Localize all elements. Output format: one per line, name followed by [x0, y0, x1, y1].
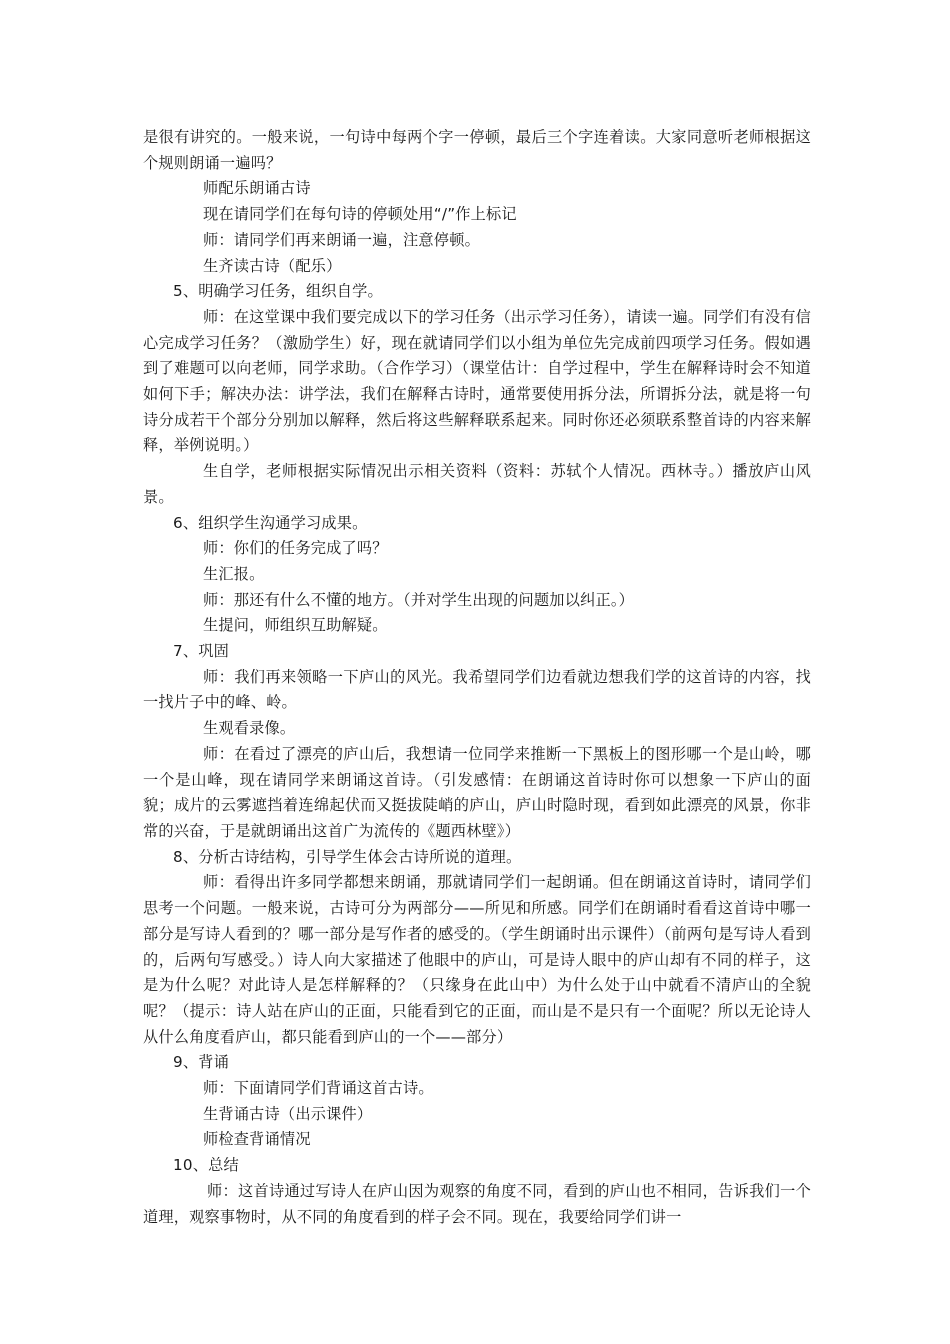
paragraph-11: 生汇报。 — [203, 564, 265, 583]
paragraph-15: 师：我们再来领略一下庐山的风光。我希望同学们边看就边想我们学的这首诗的内容，找一找片子中的峰、岭。 — [143, 667, 811, 712]
paragraph-13: 生提问，师组织互助解疑。 — [203, 616, 388, 635]
paragraph-10: 师：你们的任务完成了吗？ — [203, 539, 388, 558]
paragraph-21: 师：下面请同学们背诵这首古诗。 — [203, 1079, 434, 1098]
paragraph-3: 现在请同学们在每句诗的停顿处用“/”作上标记 — [203, 205, 517, 224]
paragraph-1: 是很有讲究的。一般来说，一句诗中每两个字一停顿，最后三个字连着读。大家同意听老师根据这个规则朗诵一遍吗？ — [143, 128, 811, 172]
paragraph-22: 生背诵古诗（出示课件） — [203, 1104, 373, 1123]
section-heading-6: 6、组织学生沟通学习成果。 — [173, 513, 368, 532]
paragraph-7: 师：在这堂课中我们要完成以下的学习任务（出示学习任务），请读一遍。同学们有没有信心完成学习任务？（激励学生）好，现在就请同学们以小组为单位先完成前四项学习任务。假如遇到了难题可以向老师，同学求助。（合作学习）（课堂估计：自学过程中，学生在解释诗时会不知道如何下手；解决办法：讲学法，我们在解释古诗时，通常要使用拆分法，所谓拆分法，就是将一句诗分成若干个部分分别加以解释，然后将这些解释联系起来。同时你还必须联系整首诗的内容来解释，举例说明。） — [143, 307, 811, 455]
paragraph-4: 师：请同学们再来朗诵一遍，注意停顿。 — [203, 230, 480, 249]
paragraph-19: 师：看得出许多同学都想来朗诵，那就请同学们一起朗诵。但在朗诵这首诗时，请同学们思考一个问题。一般来说，古诗可分为两部分——所见和所感。同学们在朗诵时看看这首诗中哪一部分是写诗人看到的？哪一部分是写作者的感受的。（学生朗诵时出示课件）（前两句是写诗人看到的，后两句写感受。）诗人向大家描述了他眼中的庐山，可是诗人眼中的庐山却有不同的样子，这是为什么呢？对此诗人是怎样解释的？（只缘身在此山中）为什么处于山中就看不清庐山的全貌呢？（提示：诗人站在庐山的正面，只能看到它的正面，而山是不是只有一个面呢？所以无论诗人从什么角度看庐山，都只能看到庐山的一个——部分） — [143, 873, 811, 1046]
paragraph-23: 师检查背诵情况 — [203, 1130, 311, 1149]
document-body — [143, 125, 811, 1230]
section-heading-7: 7、巩固 — [173, 642, 230, 661]
paragraph-5: 生齐读古诗（配乐） — [203, 256, 342, 275]
section-heading-9: 9、背诵 — [173, 1053, 230, 1072]
section-heading-8: 8、分析古诗结构，引导学生体会古诗所说的道理。 — [173, 847, 522, 866]
paragraph-12: 师：那还有什么不懂的地方。（并对学生出现的问题加以纠正。） — [203, 590, 635, 609]
section-heading-10: 10、总结 — [173, 1156, 239, 1175]
paragraph-2: 师配乐朗诵古诗 — [203, 179, 311, 198]
paragraph-8: 生自学，老师根据实际情况出示相关资料（资料：苏轼个人情况。西林寺。）播放庐山风景。 — [143, 462, 811, 506]
paragraph-17: 师：在看过了漂亮的庐山后，我想请一位同学来推断一下黑板上的图形哪一个是山岭，哪一个是山峰，现在请同学来朗诵这首诗。（引发感情：在朗诵这首诗时你可以想象一下庐山的面貌；成片的云雾遮挡着连绵起伏而又挺拔陡峭的庐山，庐山时隐时现，看到如此漂亮的风景，你非常的兴奋，于是就朗诵出这首广为流传的《题西林壁》） — [143, 744, 811, 840]
paragraph-25: 师：这首诗通过写诗人在庐山因为观察的角度不同，看到的庐山也不相同，告诉我们一个道理，观察事物时，从不同的角度看到的样子会不同。现在，我要给同学们讲一 — [143, 1181, 811, 1226]
section-heading-5: 5、明确学习任务，组织自学。 — [173, 282, 383, 301]
paragraph-16: 生观看录像。 — [203, 719, 296, 738]
